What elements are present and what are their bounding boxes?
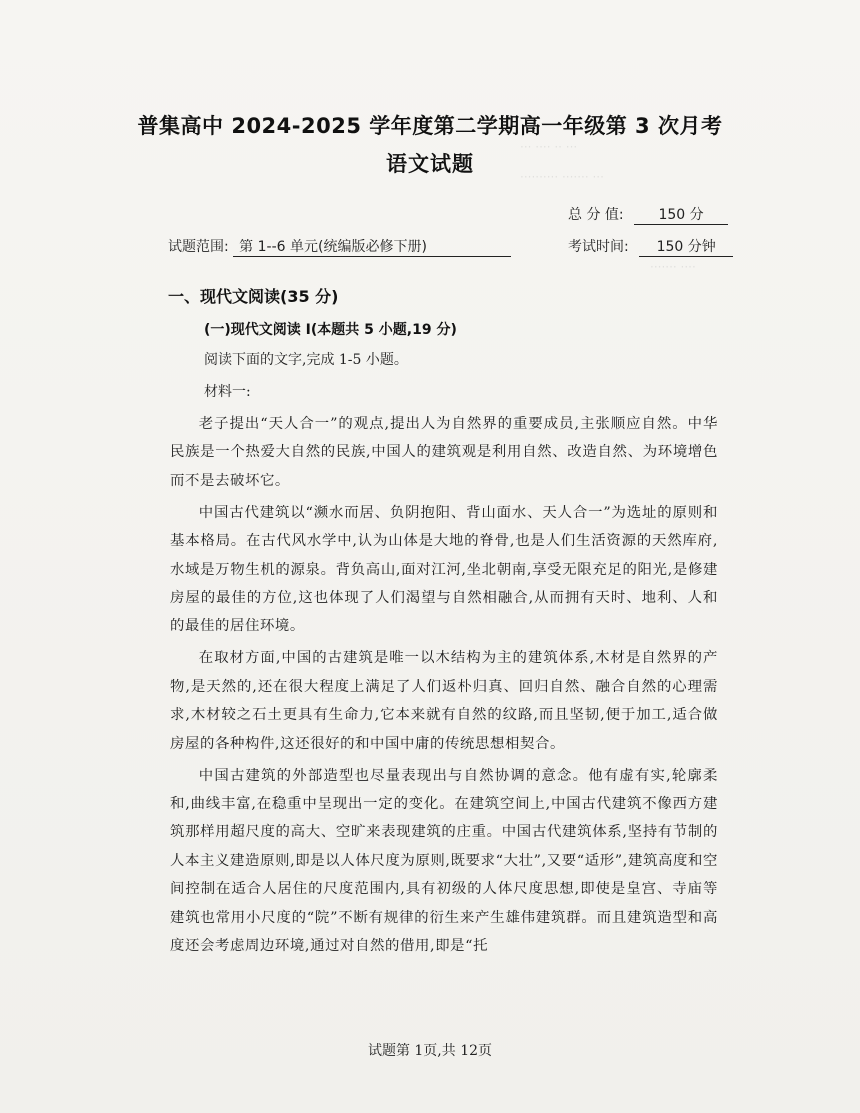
passage-paragraph: 中国古建筑的外部造型也尽量表现出与自然协调的意念。他有虚有实,轮廓柔和,曲线丰富,在稳重中呈现出一定的变化。在建筑空间上,中国古代建筑不像西方建筑那样用超尺度的高大、空旷来表现建筑的庄重。中国古代建筑体系,坚持有节制的人本主义建造原则,即是以人体尺度为原则,既要求“大壮”,又要“适形”,建筑高度和空间控制在适合人居住的尺度范围内,具有初级的人体尺度思想,即使是皇宫、寺庙等建筑也常用小尺度的“院”不断有规律的衍生来产生雄伟建筑群。而且建筑造型和高度还会考虑周边环境,通过对自然的借用,即是“托 — [170, 767, 718, 955]
material-label: 材料一: — [204, 384, 251, 400]
sub-heading: (一)现代文阅读 I(本题共 5 小题,19 分) — [204, 322, 457, 338]
passage-paragraph: 中国古代建筑以“濒水而居、负阴抱阳、背山面水、天人合一”为选址的原则和基本格局。在古代风水学中,认为山体是大地的脊骨,也是人们生活资源的天然库府,水域是万物生机的源泉。背负高山,面对江河,坐北朝南,享受无限充足的阳光,是修建房屋的最佳的方位,这也体现了人们渴望与自然相融合,从而拥有天时、地利、人和的最佳的居住环境。 — [170, 504, 718, 635]
bleed-through-text: ··· ···· ·· ··· — [520, 140, 578, 154]
passage-paragraph: 老子提出“天人合一”的观点,提出人为自然界的重要成员,主张顺应自然。中华民族是一个热爱大自然的民族,中国人的建筑观是利用自然、改造自然、为环境增色而不是去破坏它。 — [170, 416, 718, 489]
time-label: 考试时间: — [568, 239, 629, 255]
scope-row — [168, 236, 511, 257]
bleed-through-text: ······· ···· — [650, 260, 696, 274]
scope-value: 第 1--6 单元(统编版必修下册) — [233, 238, 511, 257]
time-row — [568, 236, 733, 257]
scope-label: 试题范围: — [168, 239, 229, 255]
bleed-through-text: ·········· ······· ··· — [520, 170, 604, 184]
section-heading: 一、现代文阅读(35 分) — [168, 287, 339, 306]
exam-subtitle: 语文试题 — [386, 152, 474, 176]
total-score-value: 150 分 — [634, 206, 728, 225]
passage-paragraph: 在取材方面,中国的古建筑是唯一以木结构为主的建筑体系,木材是自然界的产物,是天然的,还在很大程度上满足了人们返朴归真、回归自然、融合自然的心理需求,木材较之石土更具有生命力,它本来就有自然的纹路,而且坚韧,便于加工,适合做房屋的各种构件,这还很好的和中国中庸的传统思想相契合。 — [170, 650, 718, 752]
total-score-label: 总 分 值: — [568, 207, 624, 223]
exam-title: 普集高中 2024-2025 学年度第二学期高一年级第 3 次月考 — [137, 114, 723, 138]
reading-passage — [170, 410, 718, 964]
time-value: 150 分钟 — [639, 238, 733, 257]
total-score-row — [568, 204, 728, 225]
reading-instruction: 阅读下面的文字,完成 1-5 小题。 — [204, 352, 408, 368]
page-footer: 试题第 1页,共 12页 — [367, 1043, 493, 1059]
